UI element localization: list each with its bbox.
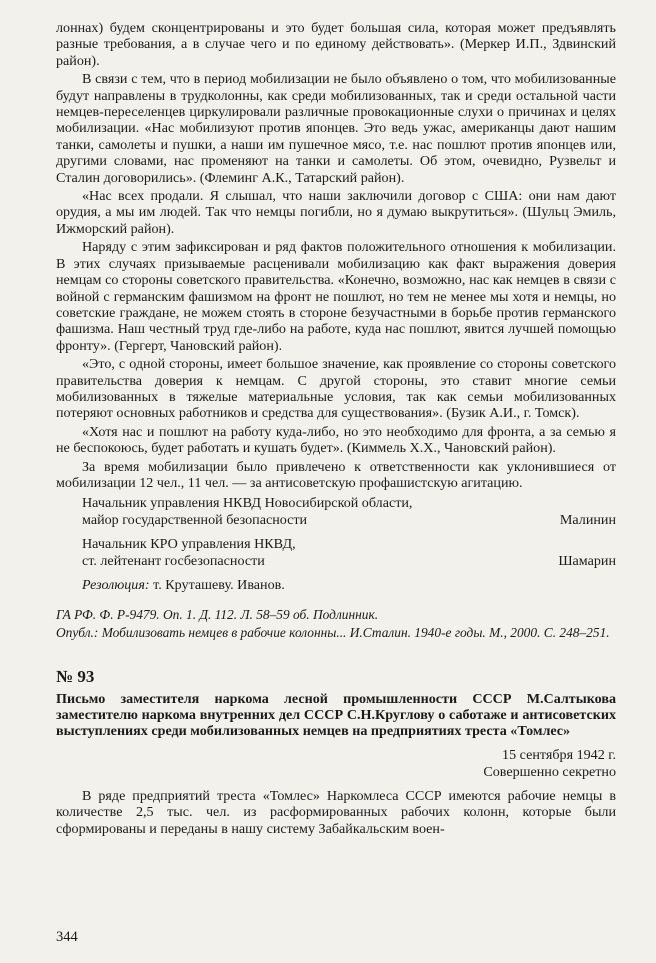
signatory-title: [82, 536, 502, 569]
archive-reference: [56, 607, 616, 640]
document-body: [56, 788, 616, 837]
paragraph: В ряде предприятий треста «Томлес» Наркомлеса СССР имеются рабочие немцы в количестве 2,5 тыс. чел. из расформированных рабочих колонн, которые были сформированы и переданы в нашу систему Забайкальским воен-: [56, 788, 616, 837]
signature-block: [56, 495, 616, 569]
classification-stamp: Совершенно секретно: [483, 763, 616, 780]
document-body: [56, 20, 616, 491]
resolution: [56, 577, 616, 593]
paragraph: «Это, с одной стороны, имеет большое значение, как проявление со стороны советского правительства доверия к немцам. С другой стороны, это ставит многие семьи мобилизованных в тяжелые материальные условия, так как семьи мобилизованных потеряют основных работников и средства для существования». (Бузик А.И., г. Томск).: [56, 356, 616, 422]
document-title: Письмо заместителя наркома лесной промышленности СССР М.Салтыкова заместителю наркома внутренних дел СССР С.Н.Круглову о саботаже и антисоветских выступлениях среди мобилизованных немцев на предприятиях треста «Томлес»: [56, 690, 616, 739]
signatory-title-line: майор государственной безопасности: [82, 511, 308, 528]
signatory-title-line: ст. лейтенант госбезопасности: [82, 552, 265, 569]
signature-row: [56, 495, 616, 528]
resolution-label: Резолюция:: [82, 577, 150, 593]
page-number: 344: [56, 929, 78, 945]
signatory-title-line: Начальник КРО управления НКВД,: [82, 536, 296, 553]
document-date: 15 сентября 1942 г.: [502, 747, 616, 764]
signature-row: [56, 536, 616, 569]
signatory-name: Малинин: [559, 511, 616, 528]
paragraph: Наряду с этим зафиксирован и ряд фактов положительного отношения к мобилизации. В этих случаях призываемые расценивали мобилизацию как факт выражения доверия немцам со стороны советского правительства. «Конечно, возможно, нас как немцев в связи с войной с германским фашизмом на фронт не пошлют, но тем не менее мы хотя и немцы, но советские граждане, не можем стоять в стороне безучастными в борьбе против германского фашизма. Наш честный труд где-либо на работе, куда нас пошлют, явится лучшей помощью фронту». (Гергерт, Чановский район).: [56, 239, 616, 354]
paragraph: лоннах) будем сконцентрированы и это будет большая сила, которая может предъявлять разные требования, а в случае чего и по единому действовать». (Меркер И.П., Здвинский район).: [56, 20, 616, 69]
paragraph: За время мобилизации было привлечено к ответственности как уклонившиеся от мобилизации 12 чел., 11 чел. — за антисоветскую профашистскую агитацию.: [56, 458, 616, 491]
resolution-text: т. Круташеву. Иванов.: [153, 577, 285, 593]
signatory-title-line: Начальник управления НКВД Новосибирской области,: [82, 495, 413, 512]
document-number: № 93: [56, 666, 95, 686]
document-date-block: [56, 747, 616, 780]
paragraph: В связи с тем, что в период мобилизации не было объявлено о том, что мобилизованные будут направлены в трудколонны, как среди мобилизованных, так и среди остальной части немцев-переселенцев циркулировали различные провокационные слухи о причинах и целях мобилизации. «Нас мобилизуют против японцев. Это ведь ужас, американцы дают нашим танки, самолеты и пушки, а наши им пушечное мясо, т.е. нас пошлют против японцев или, другими словами, нас променяют на танки и самолеты. Об этом, очевидно, Рузвельт и Сталин договорились». (Флеминг А.К., Татарский район).: [56, 71, 616, 186]
signatory-name: Шамарин: [558, 552, 616, 569]
paragraph: «Нас всех продали. Я слышал, что наши заключили договор с США: они нам дают орудия, а мы им людей. Так что немцы погибли, но я думаю выкрутиться». (Шульц Эмиль, Ижморский район).: [56, 188, 616, 237]
signatory-title: [82, 495, 502, 528]
publication-reference: Опубл.: Мобилизовать немцев в рабочие колонны... И.Сталин. 1940-е годы. М., 2000. С. 248–251.: [56, 625, 610, 640]
archive-source: ГА РФ. Ф. Р-9479. Оп. 1. Д. 112. Л. 58–59 об. Подлинник.: [56, 607, 379, 623]
paragraph: «Хотя нас и пошлют на работу куда-либо, но это необходимо для фронта, а за семью я не беспокоюсь, будет работать и кушать будет». (Киммель Х.Х., Чановский район).: [56, 423, 616, 457]
